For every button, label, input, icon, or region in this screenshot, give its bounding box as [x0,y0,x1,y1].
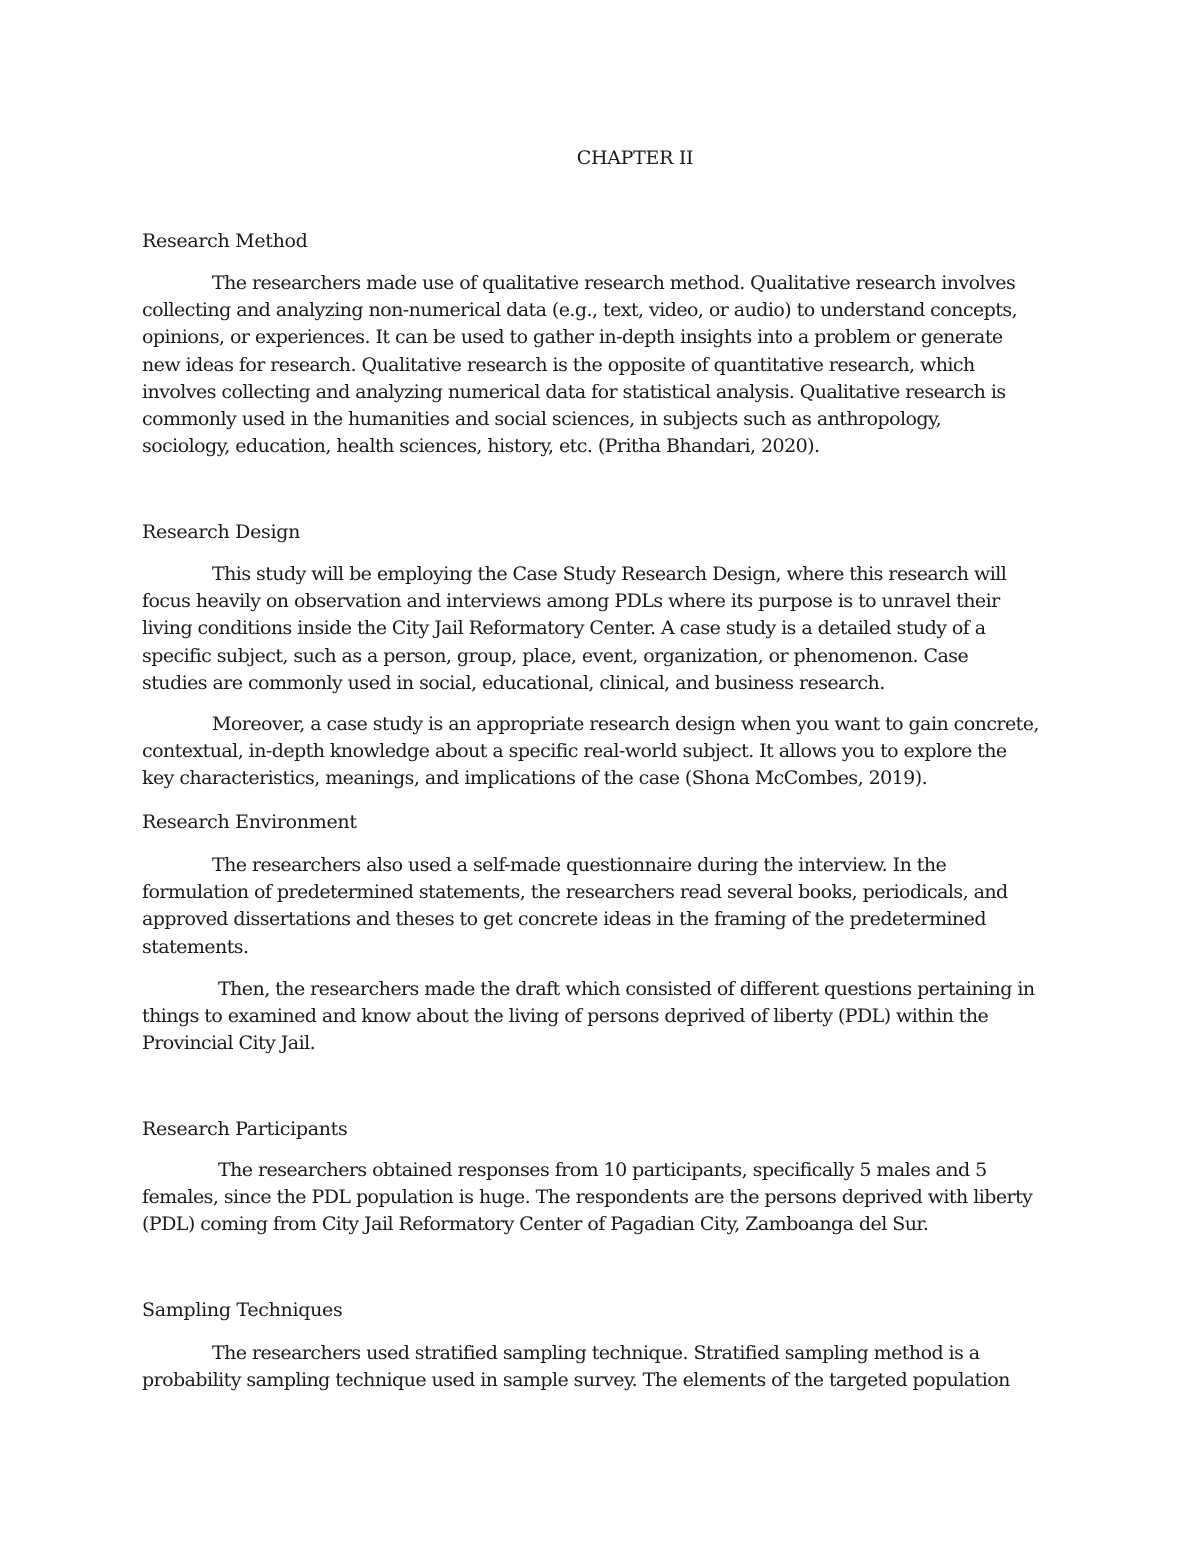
paragraph-line: The researchers obtained responses from 10 participants, specifically 5 males and 5 [218,1159,987,1181]
paragraph-line: specific subject, such as a person, group, place, event, organization, or phenomenon. Case [142,644,969,667]
paragraph-line: This study will be employing the Case Study Research Design, where this research will [212,563,1007,585]
paragraph-line: opinions, or experiences. It can be used to gather in-depth insights into a problem or generate [142,326,1003,349]
paragraph-line: contextual, in-depth knowledge about a specific real-world subject. It allows you to explore the [142,740,1007,763]
paragraph-line: focus heavily on observation and interviews among PDLs where its purpose is to unravel their [142,590,1000,613]
paragraph-line: collecting and analyzing non-numerical data (e.g., text, video, or audio) to understand concepts, [142,299,1018,322]
paragraph-line: The researchers also used a self-made questionnaire during the interview. In the [212,854,947,876]
paragraph-line: The researchers used stratified sampling technique. Stratified sampling method is a [212,1342,980,1364]
paragraph-sampling-techniques [142,1340,1052,1394]
paragraph-line: approved dissertations and theses to get concrete ideas in the framing of the predetermined [142,908,986,931]
paragraph-line: involves collecting and analyzing numerical data for statistical analysis. Qualitative research is [142,380,1006,403]
paragraph-research-method [142,270,1052,460]
paragraph-line: commonly used in the humanities and social sciences, in subjects such as anthropology, [142,408,942,431]
paragraph-research-environment-1 [142,852,1052,961]
paragraph-line: Then, the researchers made the draft which consisted of different questions pertaining in [218,978,1035,1000]
paragraph-line: things to examined and know about the living of persons deprived of liberty (PDL) within the [142,1005,989,1028]
paragraph-line: living conditions inside the City Jail Reformatory Center. A case study is a detailed study of a [142,617,986,640]
heading-research-method: Research Method [142,230,308,252]
paragraph-line: key characteristics, meanings, and implications of the case (Shona McCombes, 2019). [142,767,928,790]
paragraph-line: Moreover, a case study is an appropriate research design when you want to gain concrete, [212,713,1039,735]
heading-sampling-techniques: Sampling Techniques [142,1299,343,1321]
heading-research-environment: Research Environment [142,811,357,833]
chapter-title: CHAPTER II [576,147,694,169]
paragraph-research-design-2 [142,711,1052,793]
paragraph-line: females, since the PDL population is huge. The respondents are the persons deprived with liberty [142,1186,1033,1209]
paragraph-line: statements. [142,935,249,958]
paragraph-research-participants [142,1157,1052,1239]
paragraph-line: studies are commonly used in social, educational, clinical, and business research. [142,671,885,694]
paragraph-line: probability sampling technique used in sample survey. The elements of the targeted population [142,1369,1010,1392]
paragraph-line: new ideas for research. Qualitative research is the opposite of quantitative research, which [142,353,975,376]
paragraph-line: (PDL) coming from City Jail Reformatory Center of Pagadian City, Zamboanga del Sur. [142,1213,929,1236]
paragraph-research-environment-2 [142,976,1052,1058]
heading-research-design: Research Design [142,521,301,543]
paragraph-line: sociology, education, health sciences, history, etc. (Pritha Bhandari, 2020). [142,435,820,458]
heading-research-participants: Research Participants [142,1118,348,1140]
paragraph-line: The researchers made use of qualitative research method. Qualitative research involves [212,272,1016,294]
paragraph-research-design-1 [142,561,1052,697]
paragraph-line: formulation of predetermined statements, the researchers read several books, periodicals, and [142,881,1008,904]
paragraph-line: Provincial City Jail. [142,1032,316,1055]
